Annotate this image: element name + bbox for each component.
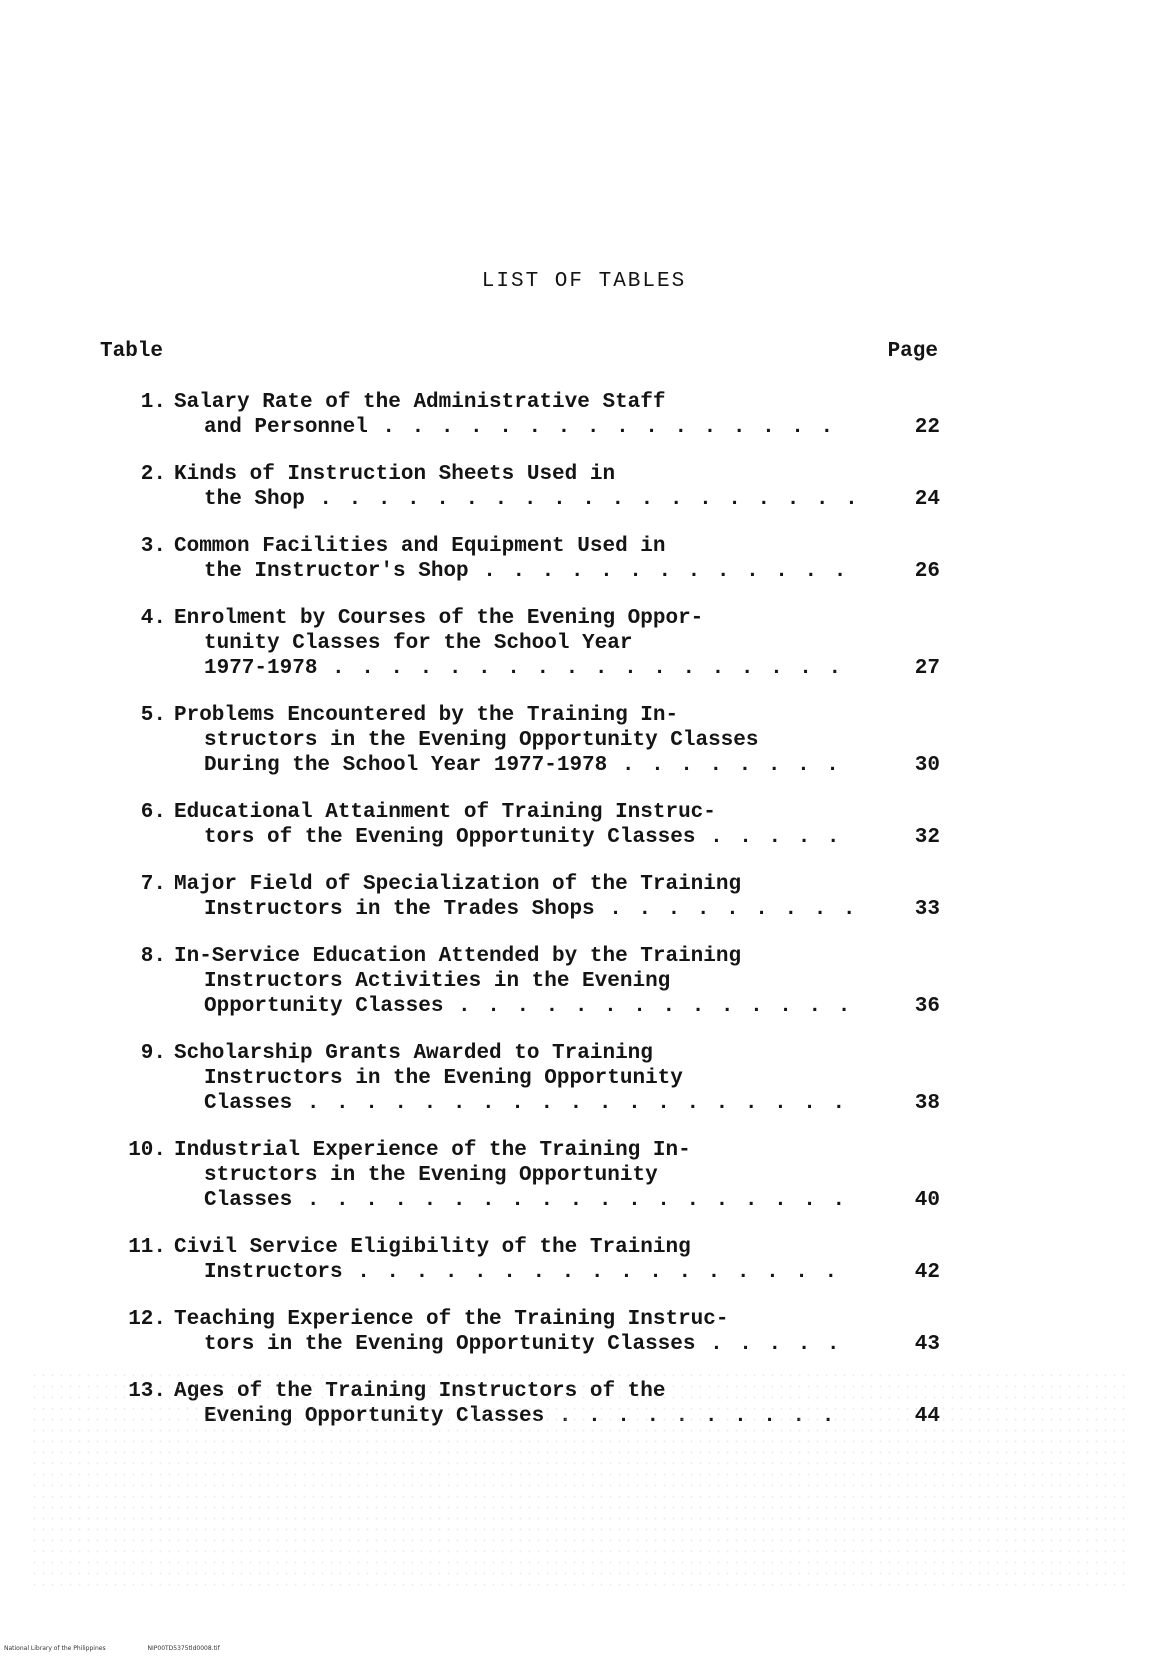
- list-item: [110, 1041, 940, 1116]
- list-item: [110, 944, 940, 1019]
- caption-line: Classes . . .: [174, 1091, 854, 1116]
- table-number: 12.: [128, 1308, 166, 1331]
- list-item: [110, 1235, 940, 1285]
- caption-line: Educational Attainment of Training Instruc-: [174, 801, 716, 824]
- caption-line: Classes . . .: [174, 1188, 854, 1213]
- list-item: [110, 1307, 940, 1357]
- table-number: 2.: [140, 463, 166, 486]
- caption-line: Enrolment by Courses of the Evening Oppor-: [174, 607, 704, 630]
- table-caption: [174, 1138, 854, 1213]
- caption-line: Salary Rate of the Administrative Staff: [174, 391, 666, 414]
- page-number: 30: [914, 754, 940, 777]
- table-number: 13.: [128, 1380, 166, 1403]
- list-item: [110, 1138, 940, 1213]
- page-number: 36: [914, 995, 940, 1018]
- caption-line: and Personnel . . .: [174, 415, 854, 440]
- caption-line: Scholarship Grants Awarded to Training: [174, 1042, 653, 1065]
- caption-line: structors in the Evening Opportunity: [204, 1164, 658, 1187]
- scan-noise: [30, 1370, 1130, 1590]
- table-number: 8.: [140, 945, 166, 968]
- table-caption: [174, 703, 854, 778]
- table-number: 11.: [128, 1236, 166, 1259]
- table-column-header: Table: [100, 340, 164, 363]
- table-caption: [174, 1307, 854, 1357]
- page-number: 38: [914, 1092, 940, 1115]
- table-number: 5.: [140, 704, 166, 727]
- list-item: [110, 872, 940, 922]
- caption-line: tors of the Evening Opportunity Classes . . .: [174, 825, 854, 850]
- caption-line: Civil Service Eligibility of the Training: [174, 1236, 691, 1259]
- table-number: 9.: [140, 1042, 166, 1065]
- library-name: National Library of the Philippines: [4, 1645, 106, 1652]
- caption-line: Ages of the Training Instructors of the: [174, 1380, 666, 1403]
- caption-line: Instructors in the Trades Shops . . .: [174, 897, 854, 922]
- list-item: [110, 800, 940, 850]
- page-title: LIST OF TABLES: [481, 270, 687, 293]
- table-number: 10.: [128, 1139, 166, 1162]
- caption-line: tors in the Evening Opportunity Classes . . .: [174, 1332, 854, 1357]
- caption-line: Problems Encountered by the Training In-: [174, 704, 679, 727]
- caption-line: the Shop . . .: [174, 487, 854, 512]
- page-number: 32: [914, 826, 940, 849]
- scan-footer: [4, 1645, 260, 1652]
- table-number: 6.: [140, 801, 166, 824]
- table-caption: [174, 606, 854, 681]
- caption-line: Instructors in the Evening Opportunity: [204, 1067, 683, 1090]
- list-item: [110, 534, 940, 584]
- caption-line: Industrial Experience of the Training In-: [174, 1139, 691, 1162]
- table-list: [110, 390, 940, 1451]
- table-caption: [174, 800, 854, 850]
- page-number: 26: [914, 560, 940, 583]
- caption-line: structors in the Evening Opportunity Classes: [204, 729, 759, 752]
- caption-line: Teaching Experience of the Training Instruc-: [174, 1308, 729, 1331]
- table-number: 4.: [140, 607, 166, 630]
- list-item: [110, 606, 940, 681]
- caption-line: Instructors . . .: [174, 1260, 854, 1285]
- page-number: 22: [914, 416, 940, 439]
- caption-line: During the School Year 1977-1978 . . .: [174, 753, 854, 778]
- table-caption: [174, 462, 854, 512]
- page-column-header: Page: [887, 340, 938, 363]
- page-number: 42: [914, 1261, 940, 1284]
- page-number: 40: [914, 1189, 940, 1212]
- page-number: 24: [914, 488, 940, 511]
- list-item: [110, 390, 940, 440]
- file-name: NIP00TD5375tld0008.tif: [147, 1645, 220, 1652]
- table-number: 3.: [140, 535, 166, 558]
- table-caption: [174, 534, 854, 584]
- page-number: 33: [914, 898, 940, 921]
- caption-line: Major Field of Specialization of the Training: [174, 873, 742, 896]
- list-item: [110, 703, 940, 778]
- caption-line: Instructors Activities in the Evening: [204, 970, 671, 993]
- table-caption: [174, 1235, 854, 1285]
- caption-line: 1977-1978 . . .: [174, 656, 854, 681]
- caption-line: Evening Opportunity Classes . . .: [174, 1404, 854, 1429]
- caption-line: Common Facilities and Equipment Used in: [174, 535, 666, 558]
- caption-line: Kinds of Instruction Sheets Used in: [174, 463, 616, 486]
- list-item: [110, 462, 940, 512]
- page-number: 27: [914, 657, 940, 680]
- table-caption: [174, 1041, 854, 1116]
- table-caption: [174, 390, 854, 440]
- caption-line: In-Service Education Attended by the Training: [174, 945, 742, 968]
- table-number: 1.: [140, 391, 166, 414]
- table-caption: [174, 872, 854, 922]
- page-number: 43: [914, 1333, 940, 1356]
- page-number: 44: [914, 1405, 940, 1428]
- caption-line: the Instructor's Shop . . .: [174, 559, 854, 584]
- table-number: 7.: [140, 873, 166, 896]
- table-caption: [174, 944, 854, 1019]
- caption-line: tunity Classes for the School Year: [204, 632, 633, 655]
- caption-line: Opportunity Classes . . .: [174, 994, 854, 1019]
